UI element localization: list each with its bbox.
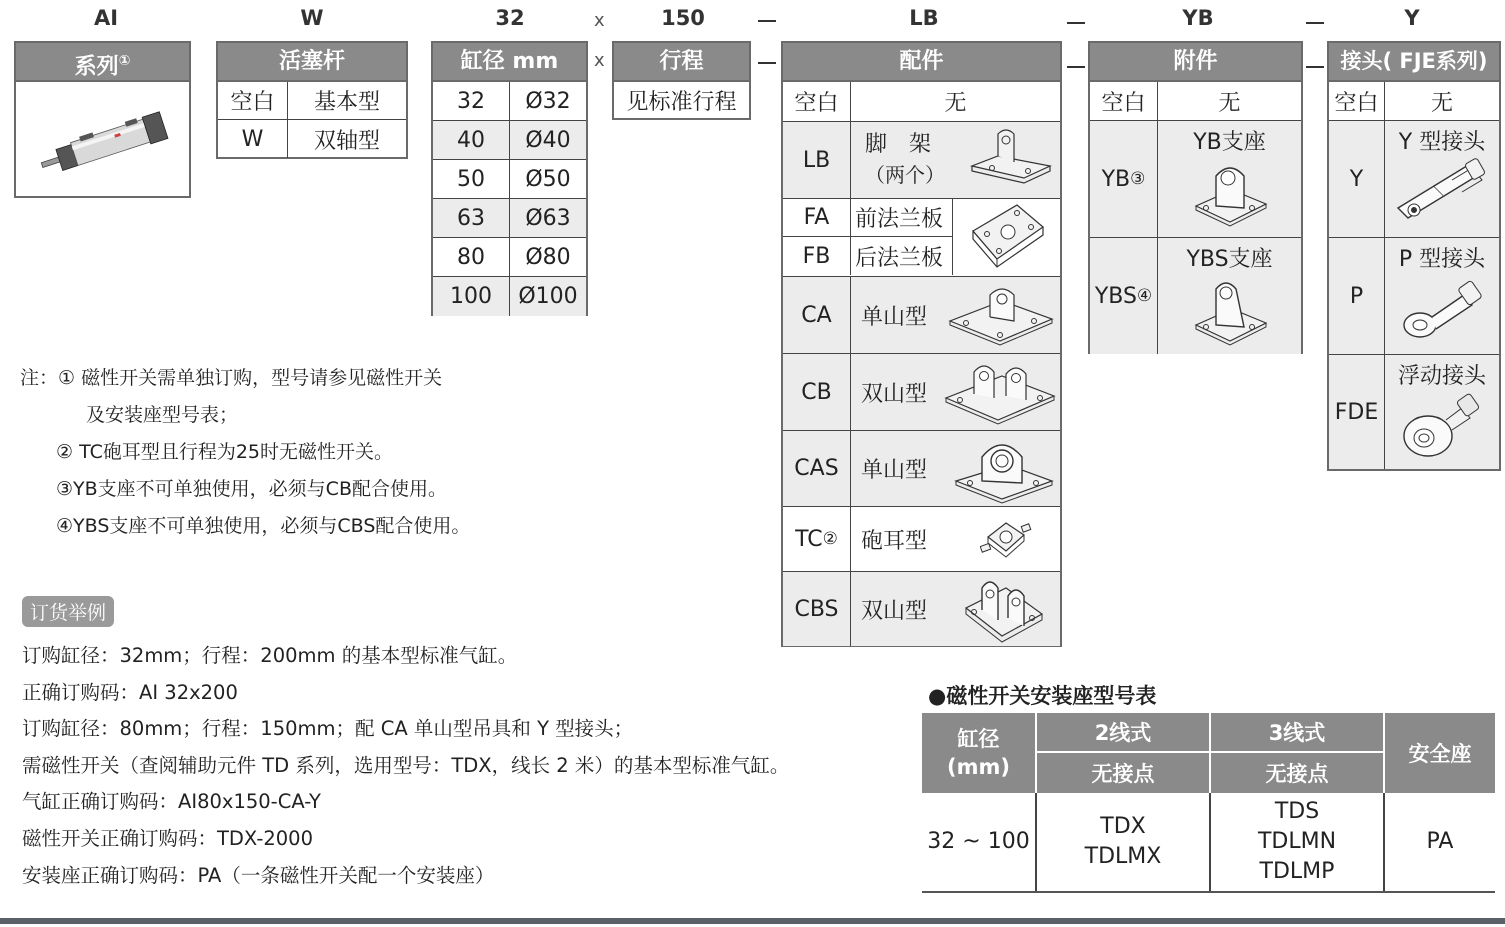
switch-header-contactless: 无接点 bbox=[1037, 753, 1209, 793]
joint-code: 空白 bbox=[1329, 82, 1385, 120]
code-accessory: LB bbox=[909, 6, 939, 30]
attachment-label: YB支座 bbox=[1193, 130, 1266, 155]
accessory-label: 单山型 bbox=[861, 304, 928, 330]
joint-label: P 型接头 bbox=[1398, 247, 1486, 272]
rod-desc: 基本型 bbox=[288, 82, 406, 120]
accessory-code-text: TC bbox=[795, 526, 823, 552]
switch-model: TDLMN bbox=[1257, 829, 1337, 854]
bore-desc: Ø80 bbox=[510, 238, 586, 277]
double-clevis-s-icon bbox=[962, 574, 1046, 644]
bore-desc: Ø63 bbox=[510, 199, 586, 238]
bore-code: 50 bbox=[433, 160, 510, 199]
dash-separator bbox=[758, 62, 776, 64]
accessory-label: 前法兰板 bbox=[855, 207, 944, 232]
accessory-code bbox=[783, 507, 851, 571]
accessory-code: CA bbox=[783, 277, 851, 353]
flange-plate-icon bbox=[953, 199, 1060, 276]
accessory-code: 空白 bbox=[783, 82, 851, 121]
cylinder-icon bbox=[16, 82, 189, 192]
accessory-label: 双山型 bbox=[861, 598, 928, 624]
accessory-code: CBS bbox=[783, 572, 851, 646]
rod-box bbox=[216, 41, 408, 159]
switch-header-3wire: 3线式 bbox=[1211, 713, 1383, 751]
joint-desc: 无 bbox=[1430, 90, 1453, 116]
switch-header-mount: 安全座 bbox=[1385, 713, 1495, 793]
switch-bore-value: 32 ~ 100 bbox=[927, 829, 1030, 854]
order-line: 磁性开关正确订购码：TDX-2000 bbox=[22, 826, 313, 850]
bore-code: 100 bbox=[433, 277, 510, 316]
attachment-code-text: YBS bbox=[1094, 283, 1137, 309]
dash-separator bbox=[1067, 66, 1085, 68]
attachment-code-text: YB bbox=[1101, 166, 1131, 192]
code-bore: 32 bbox=[495, 6, 525, 30]
accessory-label: 单山型 bbox=[861, 458, 928, 483]
switch-header-2wire: 2线式 bbox=[1037, 713, 1209, 751]
yb-bracket-icon bbox=[1190, 158, 1270, 230]
footer-bar bbox=[0, 918, 1505, 924]
joint-box bbox=[1327, 41, 1501, 471]
ref-mark: ③ bbox=[1130, 169, 1146, 189]
accessory-label: 脚 架 bbox=[865, 132, 932, 157]
bore-desc: Ø50 bbox=[510, 160, 586, 199]
rod-code: W bbox=[218, 120, 288, 158]
ref-mark: ② bbox=[822, 529, 838, 549]
bore-code: 63 bbox=[433, 199, 510, 238]
code-stroke: 150 bbox=[661, 6, 705, 30]
rod-header: 活塞杆 bbox=[218, 43, 406, 82]
switch-header-bore-label: 缸径 bbox=[957, 727, 1000, 751]
note-line: 及安装座型号表； bbox=[86, 404, 239, 426]
attachment-desc: 无 bbox=[1218, 90, 1241, 116]
accessory-label: 砲耳型 bbox=[861, 528, 928, 554]
accessory-box bbox=[781, 41, 1062, 647]
single-clevis-icon bbox=[946, 281, 1056, 351]
order-example bbox=[22, 638, 789, 894]
accessory-code: CB bbox=[783, 354, 851, 430]
p-joint-icon bbox=[1394, 273, 1490, 351]
order-example-tag: 订货举例 bbox=[22, 596, 114, 627]
joint-label: Y 型接头 bbox=[1398, 130, 1486, 155]
trunnion-icon bbox=[980, 515, 1032, 565]
attachment-box bbox=[1088, 41, 1303, 354]
accessory-desc: 无 bbox=[944, 91, 967, 116]
note-line: ③YB支座不可单独使用，必须与CB配合使用。 bbox=[56, 478, 447, 500]
code-attachment: YB bbox=[1182, 6, 1214, 30]
switch-2wire-values bbox=[1037, 793, 1209, 891]
joint-header: 接头( FJE系列) bbox=[1329, 43, 1499, 82]
accessory-label: 后法兰板 bbox=[855, 245, 944, 271]
joint-code: P bbox=[1329, 238, 1385, 354]
bore-desc: Ø40 bbox=[510, 121, 586, 160]
rod-code: 空白 bbox=[218, 82, 288, 120]
x-separator: x bbox=[594, 50, 605, 71]
order-line: 需磁性开关（查阅辅助元件 TD 系列，选用型号：TDX，线长 2 米）的基本型标准气缸。 bbox=[22, 753, 790, 777]
joint-label: 浮动接头 bbox=[1397, 364, 1486, 389]
code-series: AI bbox=[93, 6, 119, 30]
accessory-label: 双山型 bbox=[861, 381, 928, 407]
order-line: 订购缸径：80mm；行程：150mm；配 CA 单山型吊具和 Y 型接头； bbox=[22, 717, 634, 741]
switch-table bbox=[922, 713, 1495, 893]
dash-separator bbox=[1306, 66, 1324, 68]
bore-code: 80 bbox=[433, 238, 510, 277]
floating-joint-icon bbox=[1394, 390, 1490, 468]
bore-code: 40 bbox=[433, 121, 510, 160]
switch-header-bore bbox=[922, 713, 1035, 793]
accessory-code: CAS bbox=[783, 431, 851, 506]
note-line: ② TC砲耳型且行程为25时无磁性开关。 bbox=[56, 441, 394, 463]
code-joint: Y bbox=[1404, 6, 1420, 30]
attachment-code bbox=[1090, 238, 1158, 354]
switch-model: TDLMP bbox=[1259, 859, 1335, 884]
dash-separator bbox=[1067, 22, 1085, 24]
order-line: 正确订购码：AI 32x200 bbox=[22, 680, 238, 704]
switch-header-bore-unit: (mm) bbox=[947, 755, 1010, 779]
notes bbox=[20, 360, 470, 545]
joint-code: FDE bbox=[1329, 355, 1385, 469]
foot-bracket-icon bbox=[962, 126, 1054, 194]
ref-mark: ④ bbox=[1136, 286, 1153, 306]
x-separator: x bbox=[594, 10, 605, 31]
order-line: 安装座正确订购码：PA（一条磁性开关配一个安装座） bbox=[22, 863, 495, 887]
series-header-label: 系列 bbox=[74, 54, 119, 80]
y-joint-icon bbox=[1394, 156, 1490, 234]
bore-desc: Ø32 bbox=[510, 82, 586, 121]
ref-mark: ① bbox=[118, 53, 131, 69]
rod-desc: 双轴型 bbox=[313, 128, 380, 154]
order-line: 订购缸径：32mm；行程：200mm 的基本型标准气缸。 bbox=[22, 644, 518, 667]
stroke-header: 行程 bbox=[614, 43, 749, 82]
stroke-box bbox=[612, 41, 751, 120]
attachment-header: 附件 bbox=[1090, 43, 1301, 82]
note-line: ④YBS支座不可单独使用，必须与CBS配合使用。 bbox=[56, 515, 471, 537]
switch-header-contactless: 无接点 bbox=[1211, 753, 1383, 793]
bore-code: 32 bbox=[433, 82, 510, 121]
switch-mount-value: PA bbox=[1426, 829, 1454, 854]
series-header bbox=[16, 43, 189, 82]
accessory-code: FB bbox=[783, 237, 851, 275]
code-rod: W bbox=[300, 6, 324, 30]
attachment-code bbox=[1090, 121, 1158, 237]
double-clevis-icon bbox=[942, 356, 1058, 428]
dash-separator bbox=[758, 20, 776, 22]
dash-separator bbox=[1306, 22, 1324, 24]
switch-table-title: ●磁性开关安装座型号表 bbox=[928, 684, 1157, 708]
ybs-bracket-icon bbox=[1190, 275, 1270, 349]
series-box bbox=[14, 41, 191, 198]
accessory-header: 配件 bbox=[783, 43, 1060, 82]
joint-code: Y bbox=[1329, 121, 1385, 237]
accessory-code: FA bbox=[783, 199, 851, 236]
bore-header: 缸径 mm bbox=[433, 43, 586, 82]
stroke-value: 见标准行程 bbox=[626, 89, 737, 115]
note-line: 注：① 磁性开关需单独订购，型号请参见磁性开关 bbox=[20, 367, 443, 389]
switch-model: TDX bbox=[1100, 814, 1146, 839]
switch-3wire-values bbox=[1211, 793, 1383, 891]
attachment-code: 空白 bbox=[1090, 82, 1158, 120]
bore-box bbox=[431, 41, 588, 316]
order-line: 气缸正确订购码：AI80x150-CA-Y bbox=[22, 790, 321, 814]
bore-desc: Ø100 bbox=[510, 277, 586, 316]
single-clevis-s-icon bbox=[950, 433, 1056, 505]
accessory-code: LB bbox=[783, 122, 851, 198]
switch-model: TDS bbox=[1274, 799, 1320, 824]
switch-model: TDLMX bbox=[1084, 844, 1162, 869]
attachment-label: YBS支座 bbox=[1186, 247, 1273, 272]
accessory-label: （两个） bbox=[865, 163, 945, 187]
